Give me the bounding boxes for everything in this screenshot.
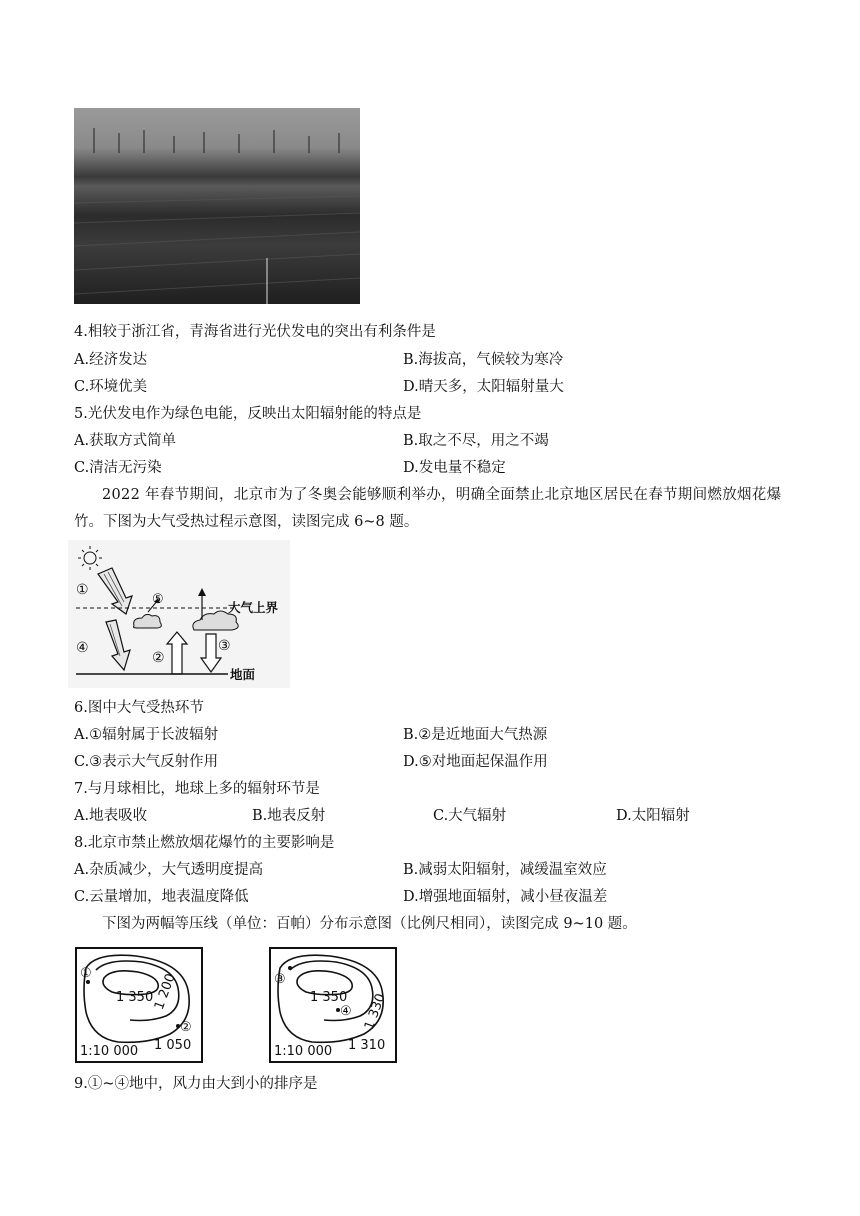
q7-option-a: A.地表吸收 [74, 808, 148, 824]
point-2-label: ② [180, 1020, 192, 1035]
q4-option-c: C.环境优美 [74, 379, 148, 395]
isobar-label-outer: 1 050 [154, 1038, 192, 1053]
q7-option-b: B.地表反射 [252, 808, 326, 824]
isobar-label-inner: 1 350 [116, 990, 154, 1005]
ground-label: 地面 [230, 667, 256, 682]
isobar-label-inner: 1 350 [310, 990, 348, 1005]
point-4-label: ④ [340, 1004, 352, 1019]
question-7-stem: 7.与月球相比，地球上多的辐射环节是 [74, 781, 320, 797]
isobar-map-2 [268, 946, 398, 1064]
passage-2: 下图为两幅等压线（单位：百帕）分布示意图（比例尺相同），读图完成 9~10 题。 [102, 916, 637, 932]
label-3: ③ [218, 638, 231, 654]
passage-1-line-2: 竹。下图为大气受热过程示意图，读图完成 6~8 题。 [74, 514, 419, 530]
q5-option-c: C.清洁无污染 [74, 460, 162, 476]
q5-option-b: B.取之不尽，用之不竭 [403, 433, 549, 449]
q6-option-c: C.③表示大气反射作用 [74, 754, 219, 770]
question-9-stem: 9.①~④地中，风力由大到小的排序是 [74, 1076, 318, 1092]
label-4: ④ [76, 640, 89, 656]
question-6-stem: 6.图中大气受热环节 [74, 700, 204, 716]
atmosphere-heating-diagram [68, 540, 290, 688]
question-8-stem: 8.北京市禁止燃放烟花爆竹的主要影响是 [74, 835, 335, 851]
q8-option-b: B.减弱太阳辐射，减缓温室效应 [403, 862, 607, 878]
passage-1-line-1: 2022 年春节期间，北京市为了冬奥会能够顺利举办，明确全面禁止北京地区居民在春节期间燃放烟花爆 [102, 487, 782, 503]
scale-label: 1:10 000 [80, 1044, 139, 1059]
q6-option-d: D.⑤对地面起保温作用 [403, 754, 548, 770]
scale-label: 1:10 000 [274, 1044, 333, 1059]
point-3-label: ③ [274, 972, 286, 987]
q5-option-d: D.发电量不稳定 [403, 460, 506, 476]
q8-option-d: D.增强地面辐射，减小昼夜温差 [403, 889, 608, 905]
q8-option-c: C.云量增加，地表温度降低 [74, 889, 249, 905]
point-1-label: ① [80, 966, 92, 981]
question-5-stem: 5.光伏发电作为绿色电能，反映出太阳辐射能的特点是 [74, 406, 422, 422]
q5-option-a: A.获取方式简单 [74, 433, 177, 449]
q4-option-b: B.海拔高，气候较为寒冷 [403, 352, 564, 368]
solar-farm-photo [74, 108, 360, 304]
q4-option-d: D.晴天多，太阳辐射量大 [403, 379, 564, 395]
q4-option-a: A.经济发达 [74, 352, 148, 368]
q8-option-a: A.杂质减少，大气透明度提高 [74, 862, 264, 878]
isobar-map-1 [74, 946, 204, 1064]
label-5: ⑤ [152, 592, 164, 607]
q6-option-b: B.②是近地面大气热源 [403, 727, 548, 743]
isobar-label-outer: 1 310 [348, 1038, 386, 1053]
toa-label: 大气上界 [228, 600, 279, 615]
q6-option-a: A.①辐射属于长波辐射 [74, 727, 219, 743]
q7-option-c: C.大气辐射 [433, 808, 507, 824]
label-2: ② [152, 650, 165, 666]
question-4-stem: 4.相较于浙江省，青海省进行光伏发电的突出有利条件是 [74, 324, 436, 340]
isobar-label-mid: 1 330 [361, 991, 389, 1032]
q7-option-d: D.太阳辐射 [616, 808, 690, 824]
isobar-label-mid: 1 200 [151, 971, 179, 1012]
label-1: ① [76, 582, 89, 598]
